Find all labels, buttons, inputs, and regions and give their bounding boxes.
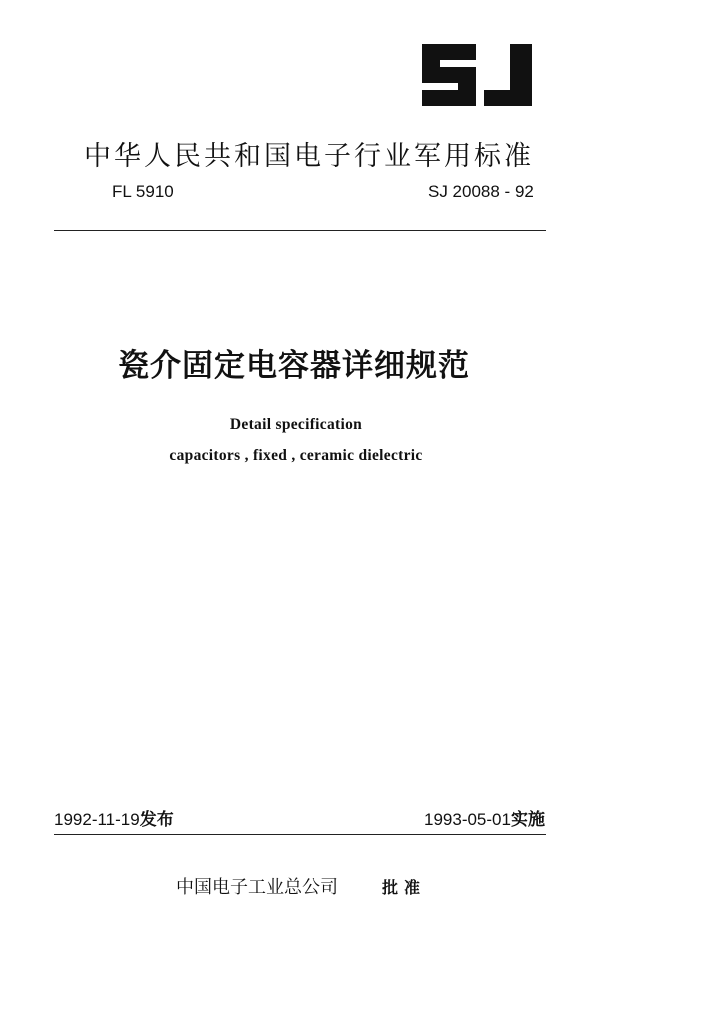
effective-date: 1993-05-01: [424, 810, 511, 829]
footer-divider: [54, 834, 546, 835]
sj-logo: [414, 38, 538, 112]
document-title-en-line1: Detail specification: [229, 416, 363, 433]
effective-word: 实施: [510, 810, 545, 830]
document-title-cn: 瓷介固定电容器详细规范: [118, 348, 470, 384]
approving-authority: 中国电子工业总公司: [176, 877, 338, 898]
standard-number: SJ 20088 - 92: [428, 182, 534, 201]
effective-info: [424, 805, 545, 830]
issue-date: 1992-11-19: [54, 810, 140, 829]
header-divider: [54, 230, 546, 231]
issue-word: 发布: [139, 810, 174, 830]
issue-info: [54, 805, 174, 830]
standard-title: 中华人民共和国电子行业军用标准: [84, 141, 534, 172]
approval-label: 批准: [382, 878, 427, 897]
logo-letter-j: [484, 44, 532, 106]
document-title-en-line2: capacitors , fixed , ceramic dielectric: [169, 447, 423, 464]
logo-letter-s: [422, 44, 476, 106]
classification-code: FL 5910: [112, 182, 174, 201]
